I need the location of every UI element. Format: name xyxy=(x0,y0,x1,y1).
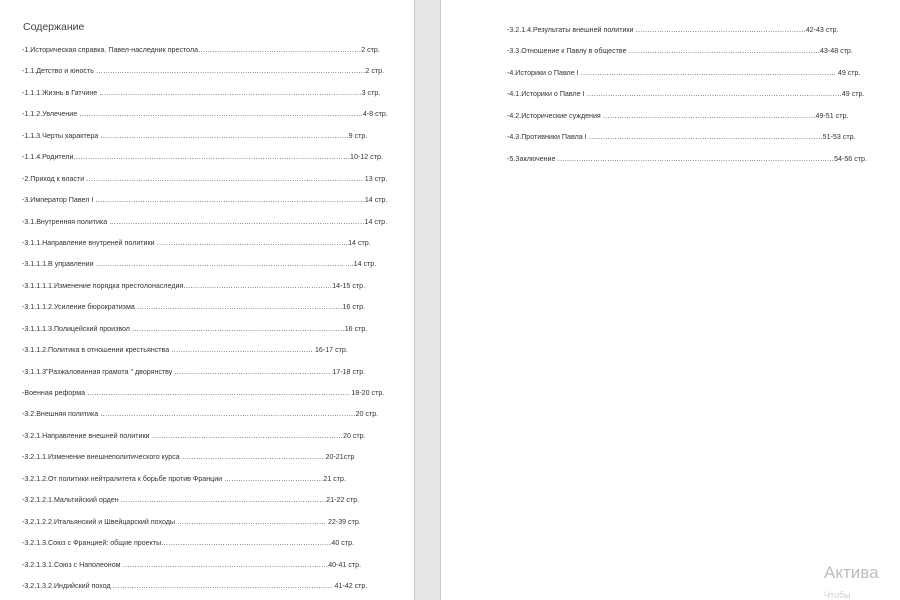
toc-entry[interactable]: -3.1.1.2.Политика в отношении крестьянства …………………………………………………… 16-17 стр. xyxy=(22,346,348,355)
toc-entry[interactable]: -3.3.Отношение к Павлу в обществе ………………………………………………………………………43-48 стр. xyxy=(507,47,853,56)
toc-entry[interactable]: -3.2.1.Направление внешней политики ………………………………………………………………………20 стр. xyxy=(22,431,366,440)
toc-entry[interactable]: -3.2.1.3.1.Союз с Наполеоном ……………………………………………………………………………40-41 стр. xyxy=(22,560,362,569)
toc-entry[interactable]: -3.Император Павел I ……………………………………………………………………………………………………14 стр. xyxy=(22,196,388,205)
toc-entry[interactable]: -4.Историки о Павле I ……………………………………………………………………………………………… 49 стр. xyxy=(507,68,861,77)
toc-entry[interactable]: -3.1.1.1.В управлении …………………………………………………………………………………………… ....14 стр. xyxy=(22,260,377,269)
toc-entry[interactable]: -4.2.Исторические суждения ………………………………………………………………………………49-51 стр. xyxy=(507,111,849,120)
toc-entry[interactable]: -4.1.Историки о Павле I ………………………………………………………………………………………………49 стр. xyxy=(507,90,865,99)
toc-entry[interactable]: -3.2.1.2.2.Итальянский и Швейцарский походы ……………………………………………………… 22-39 стр. xyxy=(22,517,361,526)
toc-entry[interactable]: -3.2.1.2.От политики нейтралитета к борьбе против Франции ……………………………………21 стр. xyxy=(22,474,346,483)
toc-entry[interactable]: -3.2.Внешняя политика ………………………………………………………………………………………………20 стр. xyxy=(22,410,379,419)
toc-entry[interactable]: -3.2.1.4.Результаты внешней политики ………………………………………………………………42-43 стр. xyxy=(507,26,839,34)
toc-entry[interactable]: -3.1.1.1.3.Полицейский произвол ………………………………………………………………………………16 стр. xyxy=(22,324,368,333)
toc-entry[interactable]: -3.1.Внутренняя политика ………………………………………………………………………………………………14 стр. xyxy=(22,217,388,226)
toc-entry[interactable]: -3.1.1.1.1.Изменение порядка престолонаследия………………………………………………………14-15 стр. xyxy=(22,281,366,290)
toc-entry[interactable]: -1.1.1.Жизнь в Гатчине …………………………………………………………………………………………………3 стр. xyxy=(22,88,381,97)
toc-entry[interactable]: -1.1.3.Черты характера ……………………………………………………………………………………………9 стр. xyxy=(22,131,368,140)
toc-heading: Содержание xyxy=(23,21,85,33)
toc-entry[interactable]: -1.1.2.Увлечение …………………………………………………………………………………………………………4-8 стр. xyxy=(22,110,388,119)
toc-entry[interactable]: -4.3.Противники Павла I ………………………………………………………………………………………51-53 стр. xyxy=(507,133,856,142)
toc-entry[interactable]: -1.1.Детство и юность ……………………………………………………………………………………………………2 стр. xyxy=(22,67,385,76)
toc-entry[interactable]: -1.Историческая справка. Павел-наследник престола……………………………………………………………2 стр. xyxy=(22,46,380,54)
toc-list-left xyxy=(22,40,388,597)
toc-entry[interactable]: -1.1.4.Родители………………………………………………………………………………………………………10-12 стр. xyxy=(22,153,383,162)
toc-entry[interactable]: -3.2.1.3.Союз с Францией: общие проекты………………………………………………………………40 стр. xyxy=(22,539,354,548)
document-page-right xyxy=(440,0,900,600)
toc-entry[interactable]: -3.1.1.1.2.Усиление бюрократизма ……………………………………………………………………………16 стр. xyxy=(22,303,366,312)
toc-entry[interactable]: -3.2.1.2.1.Мальтийский орден ……………………………………………………………………………21-22 стр. xyxy=(22,496,360,505)
toc-entry[interactable]: -3.2.1.1.Изменение внешнеполитического курса …………………………………………………… 20-21стр xyxy=(22,453,355,462)
toc-entry[interactable]: -3.1.1.Направление внутреней политики ………………………………………………………………………14 стр. xyxy=(22,238,371,247)
toc-entry[interactable]: -Военная реформа ………………………………………………………………………………………………… 18-20 стр. xyxy=(22,389,385,397)
activation-watermark-subtext: Чтобы xyxy=(824,590,851,600)
toc-entry[interactable]: -3.1.1.3"Разжалованная грамота " дворянству ………………………………………………………… 17-18 стр. xyxy=(22,367,366,376)
toc-entry[interactable]: -2.Приход к власти ……………………………………………………………………………………………………… 13 стр. xyxy=(22,174,388,183)
toc-list-right xyxy=(507,20,867,170)
document-page-left xyxy=(0,0,415,600)
toc-entry[interactable]: -5.Заключение ………………………………………………………………………………………………………54-56 стр. xyxy=(507,154,867,163)
toc-entry[interactable]: -3.2.1.3.2.Индийский поход ………………………………………………………………………………… 41-42 стр. xyxy=(22,581,368,590)
activation-watermark: Актива xyxy=(824,563,879,582)
